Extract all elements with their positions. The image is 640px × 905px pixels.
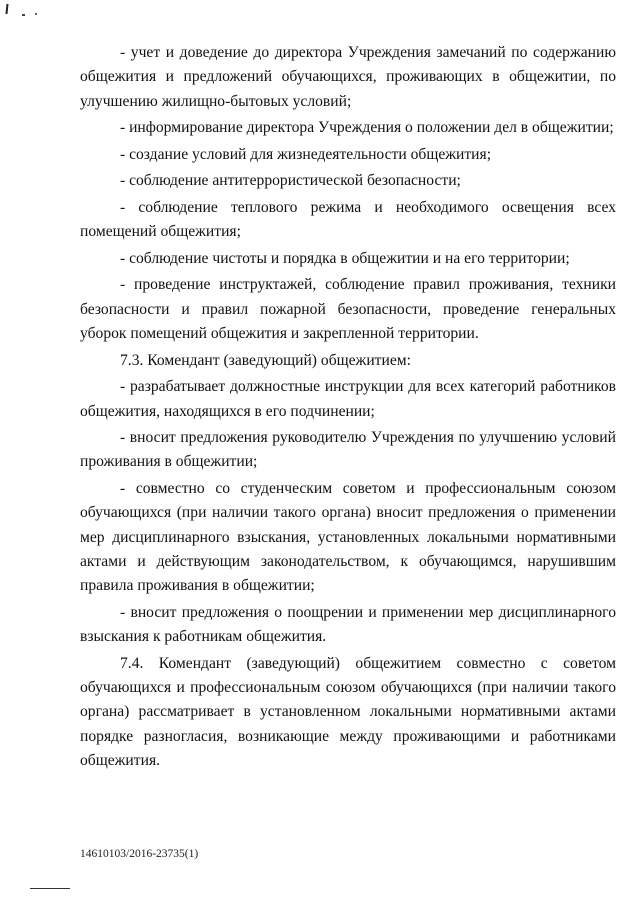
footer-divider	[30, 888, 70, 889]
scan-mark	[22, 14, 25, 16]
paragraph-item-informing: - информирование директора Учреждения о положении дел в общежитии;	[120, 119, 614, 137]
scan-mark	[5, 4, 8, 14]
paragraph-item-instructions: - разрабатывает должностные инструкции для всех категорий работников общежития, находящихся в его подчинении;	[80, 378, 616, 420]
paragraph-item-heating: - соблюдение теплового режима и необходимого освещения всех помещений общежития;	[80, 198, 616, 241]
paragraph-item-discipline: - совместно со студенческим советом и профессиональным союзом обучающихся (при наличии такого органа) вносит предложения о применении мер дисциплинарного взыскания, установленных локальными нормативными актами и действующим законодательством, к обучающимся, нарушившим правила проживания в общежитии;	[80, 480, 616, 595]
section-heading-7-3: 7.3. Комендант (заведующий) общежитием:	[120, 351, 411, 369]
paragraph-item-cleanliness: - соблюдение чистоты и порядка в общежитии и на его территории;	[120, 249, 570, 267]
paragraph-item-briefings: - проведение инструктажей, соблюдение правил проживания, техники безопасности и правил пожарной безопасности, проведение генеральных уборок помещений общежития и закрепленной территории.	[80, 276, 616, 343]
paragraph-item-conditions: - создание условий для жизнедеятельности общежития;	[120, 145, 492, 163]
paragraph-item-accounting: - учет и доведение до директора Учреждения замечаний по содержанию общежития и предложений обучающихся, проживающих в общежитии, по улучшению жилищно-бытовых условий;	[80, 44, 616, 110]
paragraph-item-rewards: - вносит предложения о поощрении и применении мер дисциплинарного взыскания к работникам общежития.	[80, 603, 616, 646]
paragraph-item-proposals: - вносит предложения руководителю Учреждения по улучшению условий проживания в общежитии;	[80, 429, 616, 471]
section-7-4: 7.4. Комендант (заведующий) общежитием совместно с советом обучающихся и профессиональным союзом обучающихся (при наличии такого органа) рассматривает в установленном локальными нормативными актами порядке разногласия, возникающие между проживающими и работниками общежития.	[80, 654, 616, 769]
document-code: 14610103/2016-23735(1)	[80, 848, 199, 860]
scan-mark	[35, 13, 37, 15]
document-body	[80, 41, 616, 775]
paragraph-item-antiterror: - соблюдение антитеррористической безопасности;	[120, 172, 461, 190]
